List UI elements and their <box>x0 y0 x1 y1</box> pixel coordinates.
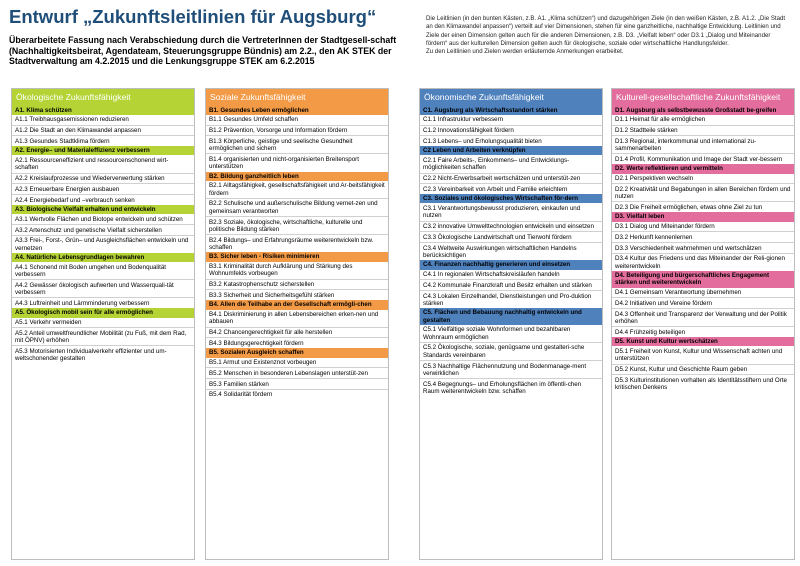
goal-item: B5.1 Armut und Existenznot vorbeugen <box>209 359 317 367</box>
goal-item: C4.1 In regionalen Wirtschaftskreisläufen handeln <box>423 271 560 279</box>
goal-list <box>612 222 794 271</box>
column-header <box>12 89 194 106</box>
goal-item: A1.1 Treibhausgasemissionen reduzieren <box>15 116 129 124</box>
goal-item: D2.2 Kreativität und Begabungen in allen Bereichen fördern und nutzen <box>612 183 794 201</box>
goal-item: A1.3 Gesundes Stadtklima fördern <box>12 135 194 146</box>
goal-list <box>206 115 388 172</box>
guideline-header: B4. Allen die Teilhabe an der Gesellschaft ermögli-chen <box>206 300 388 309</box>
goal-item: D5.1 Freiheit von Kunst, Kultur und Wissenschaft achten und unterstützen <box>615 347 783 363</box>
goal-item: C1.3 Lebens– und Erholungsqualität bieten <box>420 135 602 146</box>
goal-item: A4.3 Luftreinheit und Lärmminderung verbessern <box>12 297 194 308</box>
goal-item: D2.1 Perspektiven wechseln <box>615 175 694 183</box>
column-title: Soziale Zukunftsfähigkeit <box>210 92 306 102</box>
goal-item: D4.3 Offenheit und Transparenz der Verwaltung und der Politik erhöhen <box>612 308 794 326</box>
goal-item: A5.1 Verkehr vermeiden <box>15 319 82 327</box>
goal-list <box>420 270 602 309</box>
goal-list <box>612 115 794 164</box>
column-header <box>420 89 602 106</box>
guideline-header: A4. Natürliche Lebensgrundlagen bewahren <box>12 253 194 262</box>
column-sozial <box>205 88 389 560</box>
goal-item: B4.3 Bildungsgerechtigkeit fördern <box>206 337 388 348</box>
goal-item: A3.1 Wertvolle Flächen und Biotope entwickeln und schützen <box>15 215 183 223</box>
goal-list <box>206 358 388 400</box>
guideline-header: B5. Sozialen Ausgleich schaffen <box>206 348 388 357</box>
goal-list <box>12 155 194 204</box>
column-title: Ökologische Zukunftsfähigkeit <box>16 92 131 102</box>
goal-item: B3.2 Katastrophenschutz sicherstellen <box>206 279 388 290</box>
guideline-header: A3. Biologische Vielfalt erhalten und entwickeln <box>12 205 194 214</box>
goal-list <box>12 262 194 308</box>
goal-item: A5.3 Motorisierten Individualverkehr effizienter und um-weltschonender gestalten <box>12 345 194 363</box>
goal-list <box>420 325 602 396</box>
goal-item: B5.4 Solidarität fördern <box>206 389 388 400</box>
goal-item: C2.2 Nicht-Erwerbsarbeit wertschätzen und unterstüt-zen <box>420 173 602 184</box>
goal-list <box>206 181 388 252</box>
guideline-header: D2. Werte reflektieren und vermitteln <box>612 164 794 173</box>
goal-item: D5.2 Kunst, Kultur und Geschichte Raum geben <box>612 364 794 375</box>
goal-item: C2.1 Faire Arbeits-, Einkommens– und Entwicklungs-möglichkeiten schaffen <box>423 156 570 172</box>
guideline-header: D5. Kunst und Kultur wertschätzen <box>612 337 794 346</box>
goal-item: A3.2 Artenschutz und genetische Vielfalt sicherstellen <box>12 224 194 235</box>
goal-list <box>206 310 388 349</box>
guideline-header: C5. Flächen und Bebauung nachhaltig entwickeln und gestalten <box>420 308 602 325</box>
goal-item: B2.1 Alltagsfähigkeit, gesellschaftsfähigkeit und Ar-beitsfähigkeit fördern <box>209 182 385 197</box>
guideline-header: D1. Augsburg als selbstbewusste Großstadt be-greifen <box>612 106 794 115</box>
goal-item: B2.2 Schulische und außerschulische Bildung vernet-zen und gemeinsam verantworten <box>206 198 388 216</box>
goal-item: B5.2 Menschen in besonderen Lebenslagen unterstüt-zen <box>206 367 388 378</box>
goal-item: A3.3 Frei-, Forst-, Grün– und Ausgleichsflächen entwickeln und vernetzen <box>12 235 194 253</box>
goal-item: C5.1 Vielfältige soziale Wohnformen und bezahlbaren Wohnraum ermöglichen <box>423 326 571 341</box>
goal-item: A4.1 Schonend mit Boden umgehen und Bodenqualität verbessern <box>15 263 167 279</box>
intro-text <box>426 15 792 56</box>
goal-item: D3.1 Dialog und Miteinander fördern <box>615 223 715 231</box>
guideline-header: A5. Ökologisch mobil sein für alle ermöglichen <box>12 308 194 317</box>
goal-item: B1.4 organisierten und nicht-organisierten Breitensport unterstützen <box>206 153 388 171</box>
goal-item: D2.3 Die Freiheit ermöglichen, etwas ohne Ziel zu tun <box>612 201 794 212</box>
goal-item: C4.3 Lokalen Einzelhandel, Dienstleistungen und Pro-duktion stärken <box>420 290 602 308</box>
goal-list <box>12 214 194 253</box>
goal-item: B1.1 Gesundes Umfeld schaffen <box>209 116 298 124</box>
goal-item: C5.3 Nachhaltige Flächennutzung und Bodenmanage-ment verwirklichen <box>420 360 602 378</box>
intro-paragraph: Zu den Leitlinien und Zielen werden erläuternde Anmerkungen erarbeitet. <box>426 48 624 56</box>
page-title: Entwurf „Zukunftsleitlinien für Augsburg“ <box>9 6 377 27</box>
goal-item: B4.1 Diskriminierung in allen Lebensbereichen erken-nen und abbauen <box>209 311 379 326</box>
guideline-header: A2. Energie– und Materialeffizienz verbessern <box>12 146 194 155</box>
guideline-header: D4. Beteiligung und bürgerschaftliches Engagement stärken und weiterentwickeln <box>612 271 794 288</box>
goal-list <box>420 155 602 194</box>
goal-item: D4.1 Gemeinsam Verantwortung übernehmen <box>615 289 742 297</box>
page-subtitle: Überarbeitete Fassung nach Verabschiedung durch die VertreterInnen der Stadtgesell-schaft (Nachhaltigkeitsbeirat, Agendateam, Steuerungsgruppe Bündnis) am 2.2., den AK STEK der Stadtverwaltung am 4.2.2015 und die Lenkungsgruppe STEK am 6.2.2015 <box>9 35 397 67</box>
column-oekonomisch <box>419 88 603 560</box>
goal-item: D4.4 Frühzeitig beteiligen <box>612 326 794 337</box>
guideline-header: B3. Sicher leben - Risiken minimieren <box>206 252 388 261</box>
goal-item: A4.2 Gewässer ökologisch aufwerten und Wasserquali-tät verbessern <box>12 279 194 297</box>
goal-item: D1.1 Heimat für alle ermöglichen <box>615 116 706 124</box>
goal-list <box>12 318 194 364</box>
goal-item: D3.4 Kultur des Friedens und das Miteinander der Reli-gionen weiterentwickeln <box>612 253 794 271</box>
guideline-header: C4. Finanzen nachhaltig generieren und einsetzen <box>420 260 602 269</box>
goal-item: C3.3 Ökologische Landwirtschaft und Tierwohl fördern <box>420 231 602 242</box>
goal-item: A5.2 Anteil umweltfreundlicher Mobilität (zu Fuß, mit dem Rad, mit ÖPNV) erhöhen <box>12 327 194 345</box>
goal-item: B3.3 Sicherheit und Sicherheitsgefühl stärken <box>206 289 388 300</box>
goal-list <box>612 346 794 392</box>
goal-item: A1.2 Die Stadt an den Klimawandel anpassen <box>12 125 194 136</box>
guideline-header: C3. Soziales und ökologisches Wirtschaften för-dern <box>420 194 602 203</box>
guideline-header: D3. Vielfalt leben <box>612 212 794 221</box>
goal-item: A2.2 Kreislaufprozesse und Wiederverwertung stärken <box>12 173 194 184</box>
goal-list <box>420 115 602 146</box>
goal-item: B5.3 Familien stärken <box>206 378 388 389</box>
goal-list <box>12 115 194 146</box>
goal-item: D1.2 Stadtteile stärken <box>612 125 794 136</box>
goal-item: D1.4 Profil, Kommunikation und Image der Stadt ver-bessern <box>612 153 794 164</box>
goal-item: B1.2 Prävention, Vorsorge und Information fördern <box>206 125 388 136</box>
goal-item: C3.1 Verantwortungsbewusst produzieren, einkaufen und nutzen <box>423 204 581 220</box>
goal-item: A2.1 Ressourceneffizient und ressourcenschonend wirt-schaften <box>15 156 169 172</box>
goal-item: A2.4 Energiebedarf und –verbrauch senken <box>12 194 194 205</box>
goal-item: B2.3 Soziale, ökologische, wirtschaftliche, kulturelle und politische Bildung stärken <box>206 216 388 234</box>
column-title: Ökonomische Zukunftsfähigkeit <box>424 92 544 102</box>
goal-list <box>206 262 388 301</box>
goal-item: C1.2 Innovationsfähigkeit fördern <box>420 125 602 136</box>
column-header <box>206 89 388 106</box>
goal-item: C4.2 Kommunale Finanzkraft und Besitz erhalten und stärken <box>420 279 602 290</box>
guideline-header: A1. Klima schützen <box>12 106 194 115</box>
goal-item: D3.2 Herkunft kennenlernen <box>612 231 794 242</box>
goal-item: D5.3 Kulturinstitutionen vorhalten als Identitätsstiftern und Orte kritischen Denkens <box>612 374 794 392</box>
goal-item: C3.2 innovative Umwelttechnologien entwickeln und einsetzen <box>420 221 602 232</box>
goal-item: A2.3 Erneuerbare Energien ausbauen <box>12 183 194 194</box>
guideline-header: C2 Leben und Arbeiten verknüpfen <box>420 146 602 155</box>
guideline-header: B1. Gesundes Leben ermöglichen <box>206 106 388 115</box>
goal-item: C2.3 Vereinbarkeit von Arbeit und Familie erleichtern <box>420 183 602 194</box>
goal-item: D4.2 Initiativen und Vereine fördern <box>612 297 794 308</box>
goal-list <box>612 288 794 337</box>
guideline-header: B2. Bildung ganzheitlich leben <box>206 172 388 181</box>
column-title: Kulturell-gesellschaftliche Zukunftsfähigkeit <box>616 92 781 102</box>
goal-item: D3.3 Verschiedenheit wahrnehmen und wertschätzen <box>612 242 794 253</box>
goal-item: C3.4 Weltweite Auswirkungen wirtschaftlichen Handelns berücksichtigen <box>420 242 602 260</box>
goal-item: B4.2 Chancengerechtigkeit für alle herstellen <box>206 327 388 338</box>
goal-list <box>420 203 602 260</box>
column-kulturell <box>611 88 795 560</box>
goal-item: C5.2 Ökologische, soziale, genügsame und gestalteri-sche Standards vereinbaren <box>420 342 602 360</box>
goal-item: B3.1 Kriminalität durch Aufklärung und Stärkung des Wohnumfelds vorbeugen <box>209 263 353 278</box>
goal-item: D1.3 Regional, interkommunal und international zu-sammenarbeiten <box>612 135 794 153</box>
column-header <box>612 89 794 106</box>
goal-item: B1.3 Körperliche, geistige und seelische Gesundheit ermöglichen und sichern <box>206 135 388 153</box>
column-oekologisch <box>11 88 195 560</box>
intro-paragraph: Die Leitlinien (in den bunten Kästen, z.B. A1. „Klima schützen“) und dazugehörigen Ziele (in den weißen Kästen, z.B. A1.2. „Die Stadt an den Klimawandel anpassen“) verteilt auf vier Dimensionen, stehen für eine ganzheitliche, nachhaltige Entwicklung. Leitlinien und Ziele der einen Dimension gelten auch für die anderen Dimensionen, z.B. D3. „Vielfalt leben“ oder D3.1 „Dialog und Miteinander fördern“ aus der kulturellen Dimension gelten auch für ökologische, soziale oder wirtschaftliche Handlungsfelder. <box>426 15 786 47</box>
goal-item: C1.1 Infrastruktur verbessern <box>423 116 504 124</box>
goal-item: B2.4 Bildungs– und Erfahrungsräume weiterentwickeln bzw. schaffen <box>206 234 388 252</box>
goal-list <box>612 174 794 213</box>
guideline-header: C1. Augsburg als Wirtschaftsstandort stärken <box>420 106 602 115</box>
goal-item: C5.4 Begegnungs– und Erholungsflächen im öffentli-chen Raum weiterentwickeln bzw. schaffen <box>420 378 602 396</box>
